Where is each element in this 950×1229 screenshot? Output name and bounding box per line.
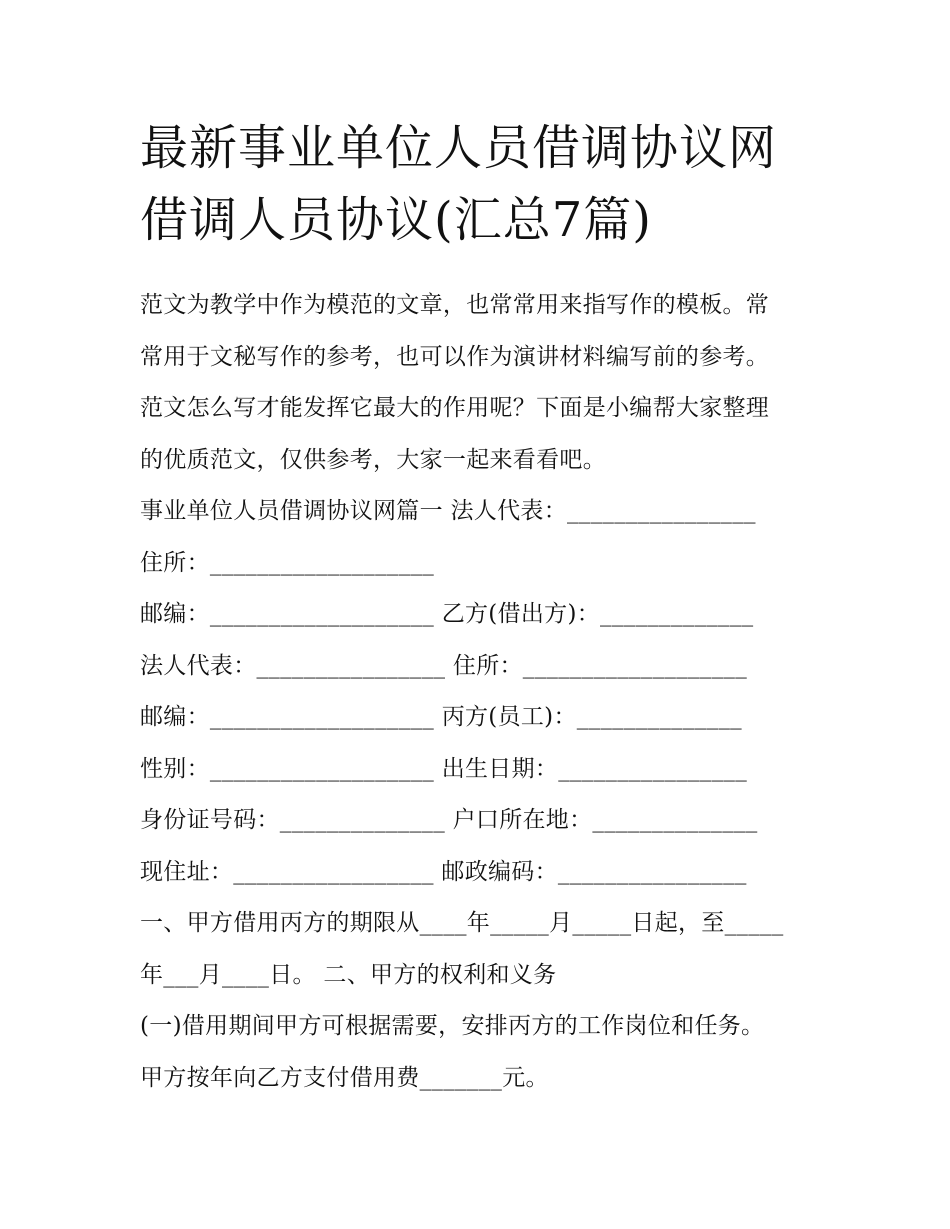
intro-line-4: 的优质范文，仅供参考，大家一起来看看吧。 (140, 446, 606, 473)
clause-2-fee-line: 甲方按年向乙方支付借用费_______元。 (140, 1064, 549, 1091)
clause-2-1-line: (一)借用期间甲方可根据需要，安排丙方的工作岗位和任务。 (140, 1013, 765, 1039)
party-a-address-line: 住所：___________________ (140, 549, 435, 576)
document-body (140, 280, 830, 1104)
id-number-household-line: 身份证号码：______________ 户口所在地：______________ (140, 807, 758, 833)
party-a-postcode-party-b-line: 邮编：___________________ 乙方(借出方)：_____________ (140, 601, 754, 627)
clause-1-line-1: 一、甲方借用丙方的期限从____年_____月_____日起，至_____ (140, 910, 784, 936)
current-address-postcode-line: 现住址：_________________ 邮政编码：________________ (140, 858, 747, 885)
document-title (140, 112, 840, 256)
title-line-1: 最新事业单位人员借调协议网 (140, 120, 778, 176)
clause-1-line-2: 年___月____日。 二、甲方的权利和义务 (140, 961, 557, 988)
intro-line-3: 范文怎么写才能发挥它最大的作用呢？下面是小编帮大家整理 (140, 395, 770, 421)
intro-line-1: 范文为教学中作为模范的文章，也常常用来指写作的模板。常 (140, 292, 770, 318)
intro-line-2: 常用于文秘写作的参考，也可以作为演讲材料编写前的参考。 (140, 343, 770, 370)
party-b-postcode-party-c-line: 邮编：___________________ 丙方(员工)：______________ (140, 704, 742, 730)
title-line-2: 借调人员协议(汇总7篇) (140, 192, 652, 248)
gender-birthdate-line: 性别：___________________ 出生日期：________________ (140, 755, 748, 782)
party-a-representative-line: 事业单位人员借调协议网篇一 法人代表：________________ (140, 498, 756, 524)
party-b-representative-address-line: 法人代表：________________ 住所：___________________ (140, 652, 748, 679)
